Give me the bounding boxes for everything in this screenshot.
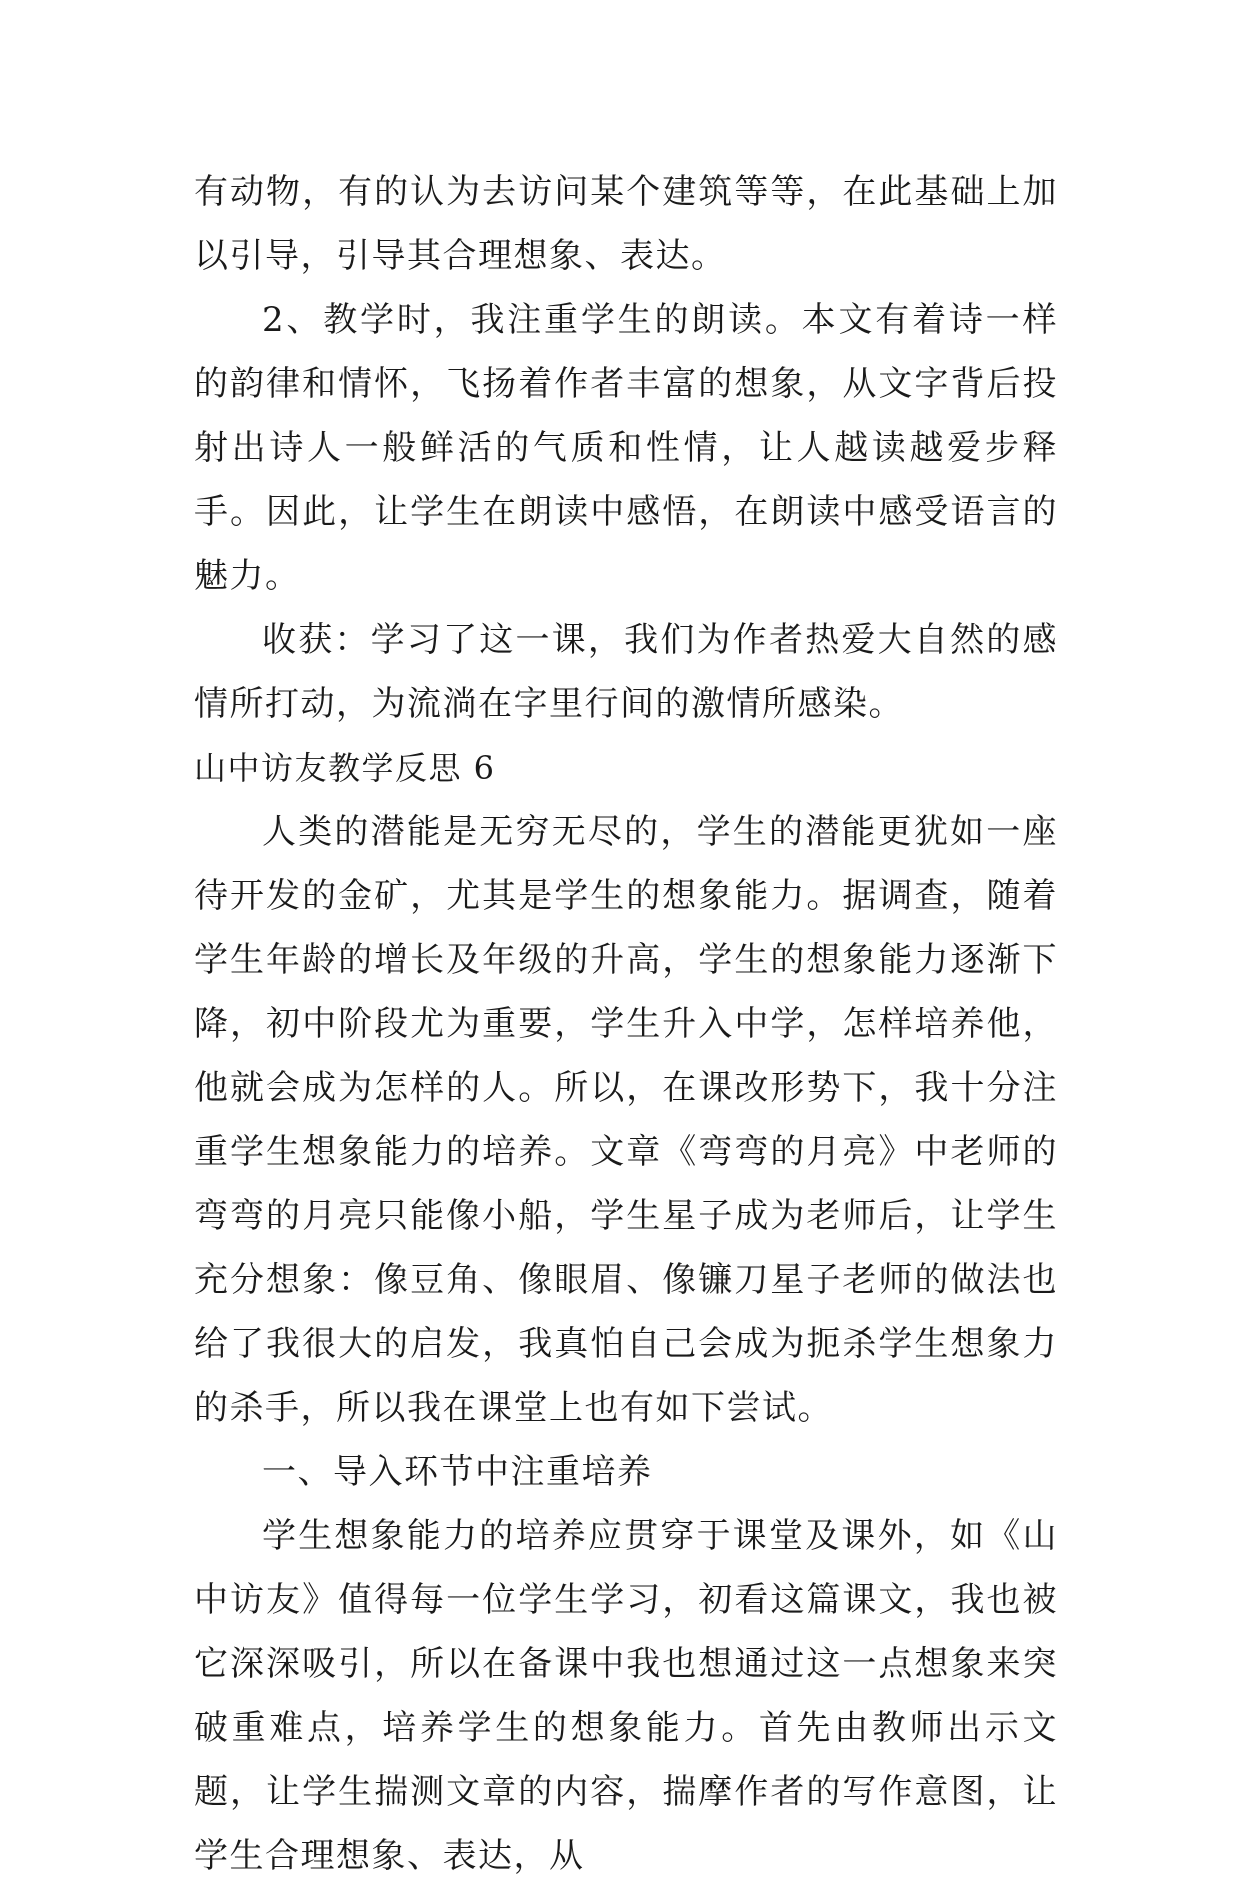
section-title: 山中访友教学反思 6 xyxy=(194,749,496,787)
paragraph-harvest: 收获：学习了这一课，我们为作者热爱大自然的感情所打动，为流淌在字里行间的激情所感染。 xyxy=(194,620,1058,724)
paragraph-continuation: 有动物，有的认为去访问某个建筑等等，在此基础上加以引导，引导其合理想象、表达。 xyxy=(194,172,1058,276)
paragraph-imagination: 人类的潜能是无穷无尽的，学生的潜能更犹如一座待开发的金矿，尤其是学生的想象能力。据调查，随着学生年龄的增长及年级的升高，学生的想象能力逐渐下降，初中阶段尤为重要，学生升入中学，怎样培养他，他就会成为怎样的人。所以，在课改形势下，我十分注重学生想象能力的培养。文章《弯弯的月亮》中老师的弯弯的月亮只能像小船，学生星子成为老师后，让学生充分想象：像豆角、像眼眉、像镰刀星子老师的做法也给了我很大的启发，我真怕自己会成为扼杀学生想象力的杀手，所以我在课堂上也有如下尝试。 xyxy=(194,812,1058,1428)
paragraph-teaching-reading: 2、教学时，我注重学生的朗读。本文有着诗一样的韵律和情怀，飞扬着作者丰富的想象，从文字背后投射出诗人一般鲜活的气质和性情，让人越读越爱步释手。因此，让学生在朗读中感悟，在朗读中感受语言的魅力。 xyxy=(194,300,1058,596)
document-body xyxy=(194,160,1058,1888)
paragraph-cultivation: 学生想象能力的培养应贯穿于课堂及课外，如《山中访友》值得每一位学生学习，初看这篇课文，我也被它深深吸引，所以在备课中我也想通过这一点想象来突破重难点，培养学生的想象能力。首先由教师出示文题，让学生揣测文章的内容，揣摩作者的写作意图，让学生合理想象、表达，从 xyxy=(194,1516,1058,1876)
subheading-intro-section: 一、导入环节中注重培养 xyxy=(262,1452,653,1492)
